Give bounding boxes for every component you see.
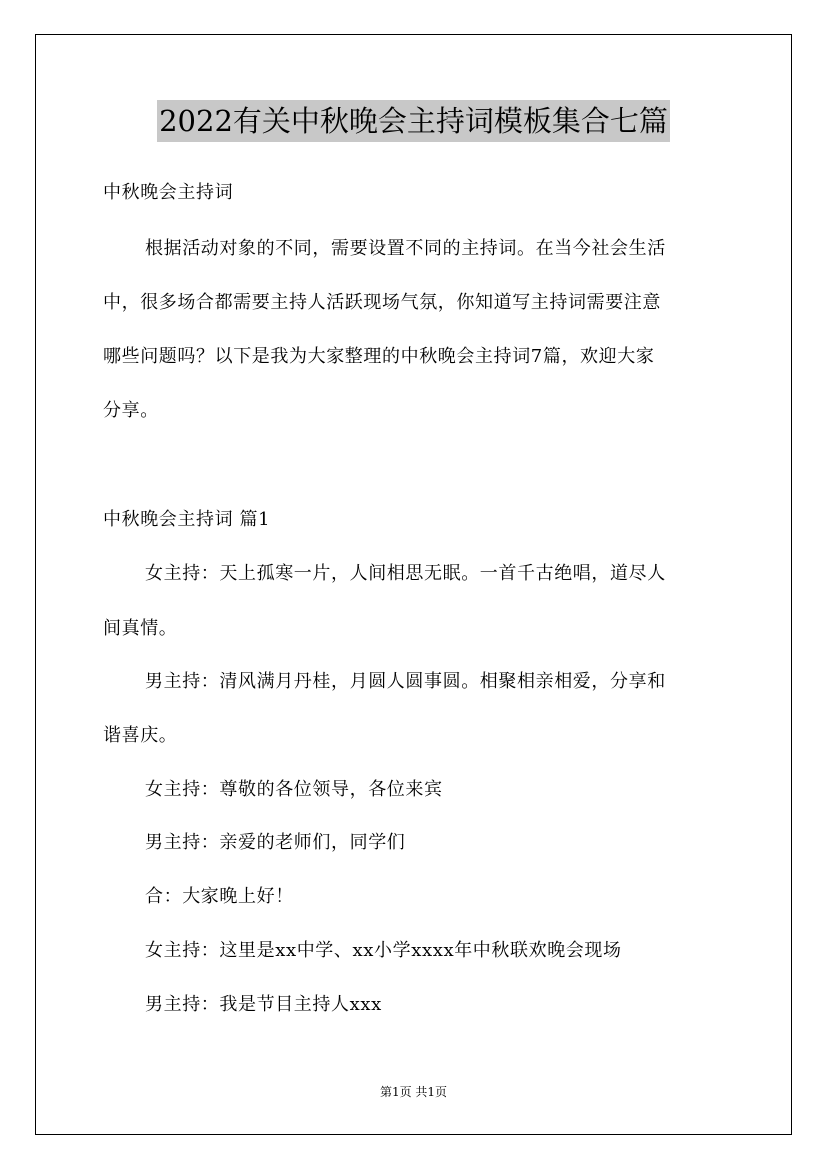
body-line: 女主持：尊敬的各位领导，各位来宾 — [145, 779, 443, 800]
document-title: 2022有关中秋晚会主持词模板集合七篇 — [157, 100, 670, 142]
intro-line: 根据活动对象的不同，需要设置不同的主持词。在当今社会生活 — [145, 238, 666, 259]
title-container — [0, 100, 827, 142]
body-line: 女主持：这里是xx中学、xx小学xxxx年中秋联欢晚会现场 — [145, 940, 622, 961]
page-footer: 第1页 共1页 — [379, 1085, 448, 1099]
body-line: 男主持：清风满月丹桂，月圆人圆事圆。相聚相亲相爱，分享和 — [145, 671, 666, 692]
section-heading: 中秋晚会主持词 — [103, 182, 234, 203]
intro-line: 哪些问题吗？以下是我为大家整理的中秋晚会主持词7篇，欢迎大家 — [103, 346, 655, 367]
body-line: 男主持：亲爱的老师们，同学们 — [145, 832, 406, 853]
chapter-heading: 中秋晚会主持词 篇1 — [103, 509, 271, 530]
intro-line: 分享。 — [103, 400, 159, 421]
body-line: 谐喜庆。 — [103, 725, 178, 746]
body-line: 女主持：天上孤寒一片，人间相思无眠。一首千古绝唱，道尽人 — [145, 563, 666, 584]
body-line: 男主持：我是节目主持人xxx — [145, 994, 382, 1015]
body-line: 间真情。 — [103, 618, 178, 639]
body-line: 合：大家晚上好！ — [145, 886, 294, 907]
intro-line: 中，很多场合都需要主持人活跃现场气氛，你知道写主持词需要注意 — [103, 292, 661, 313]
